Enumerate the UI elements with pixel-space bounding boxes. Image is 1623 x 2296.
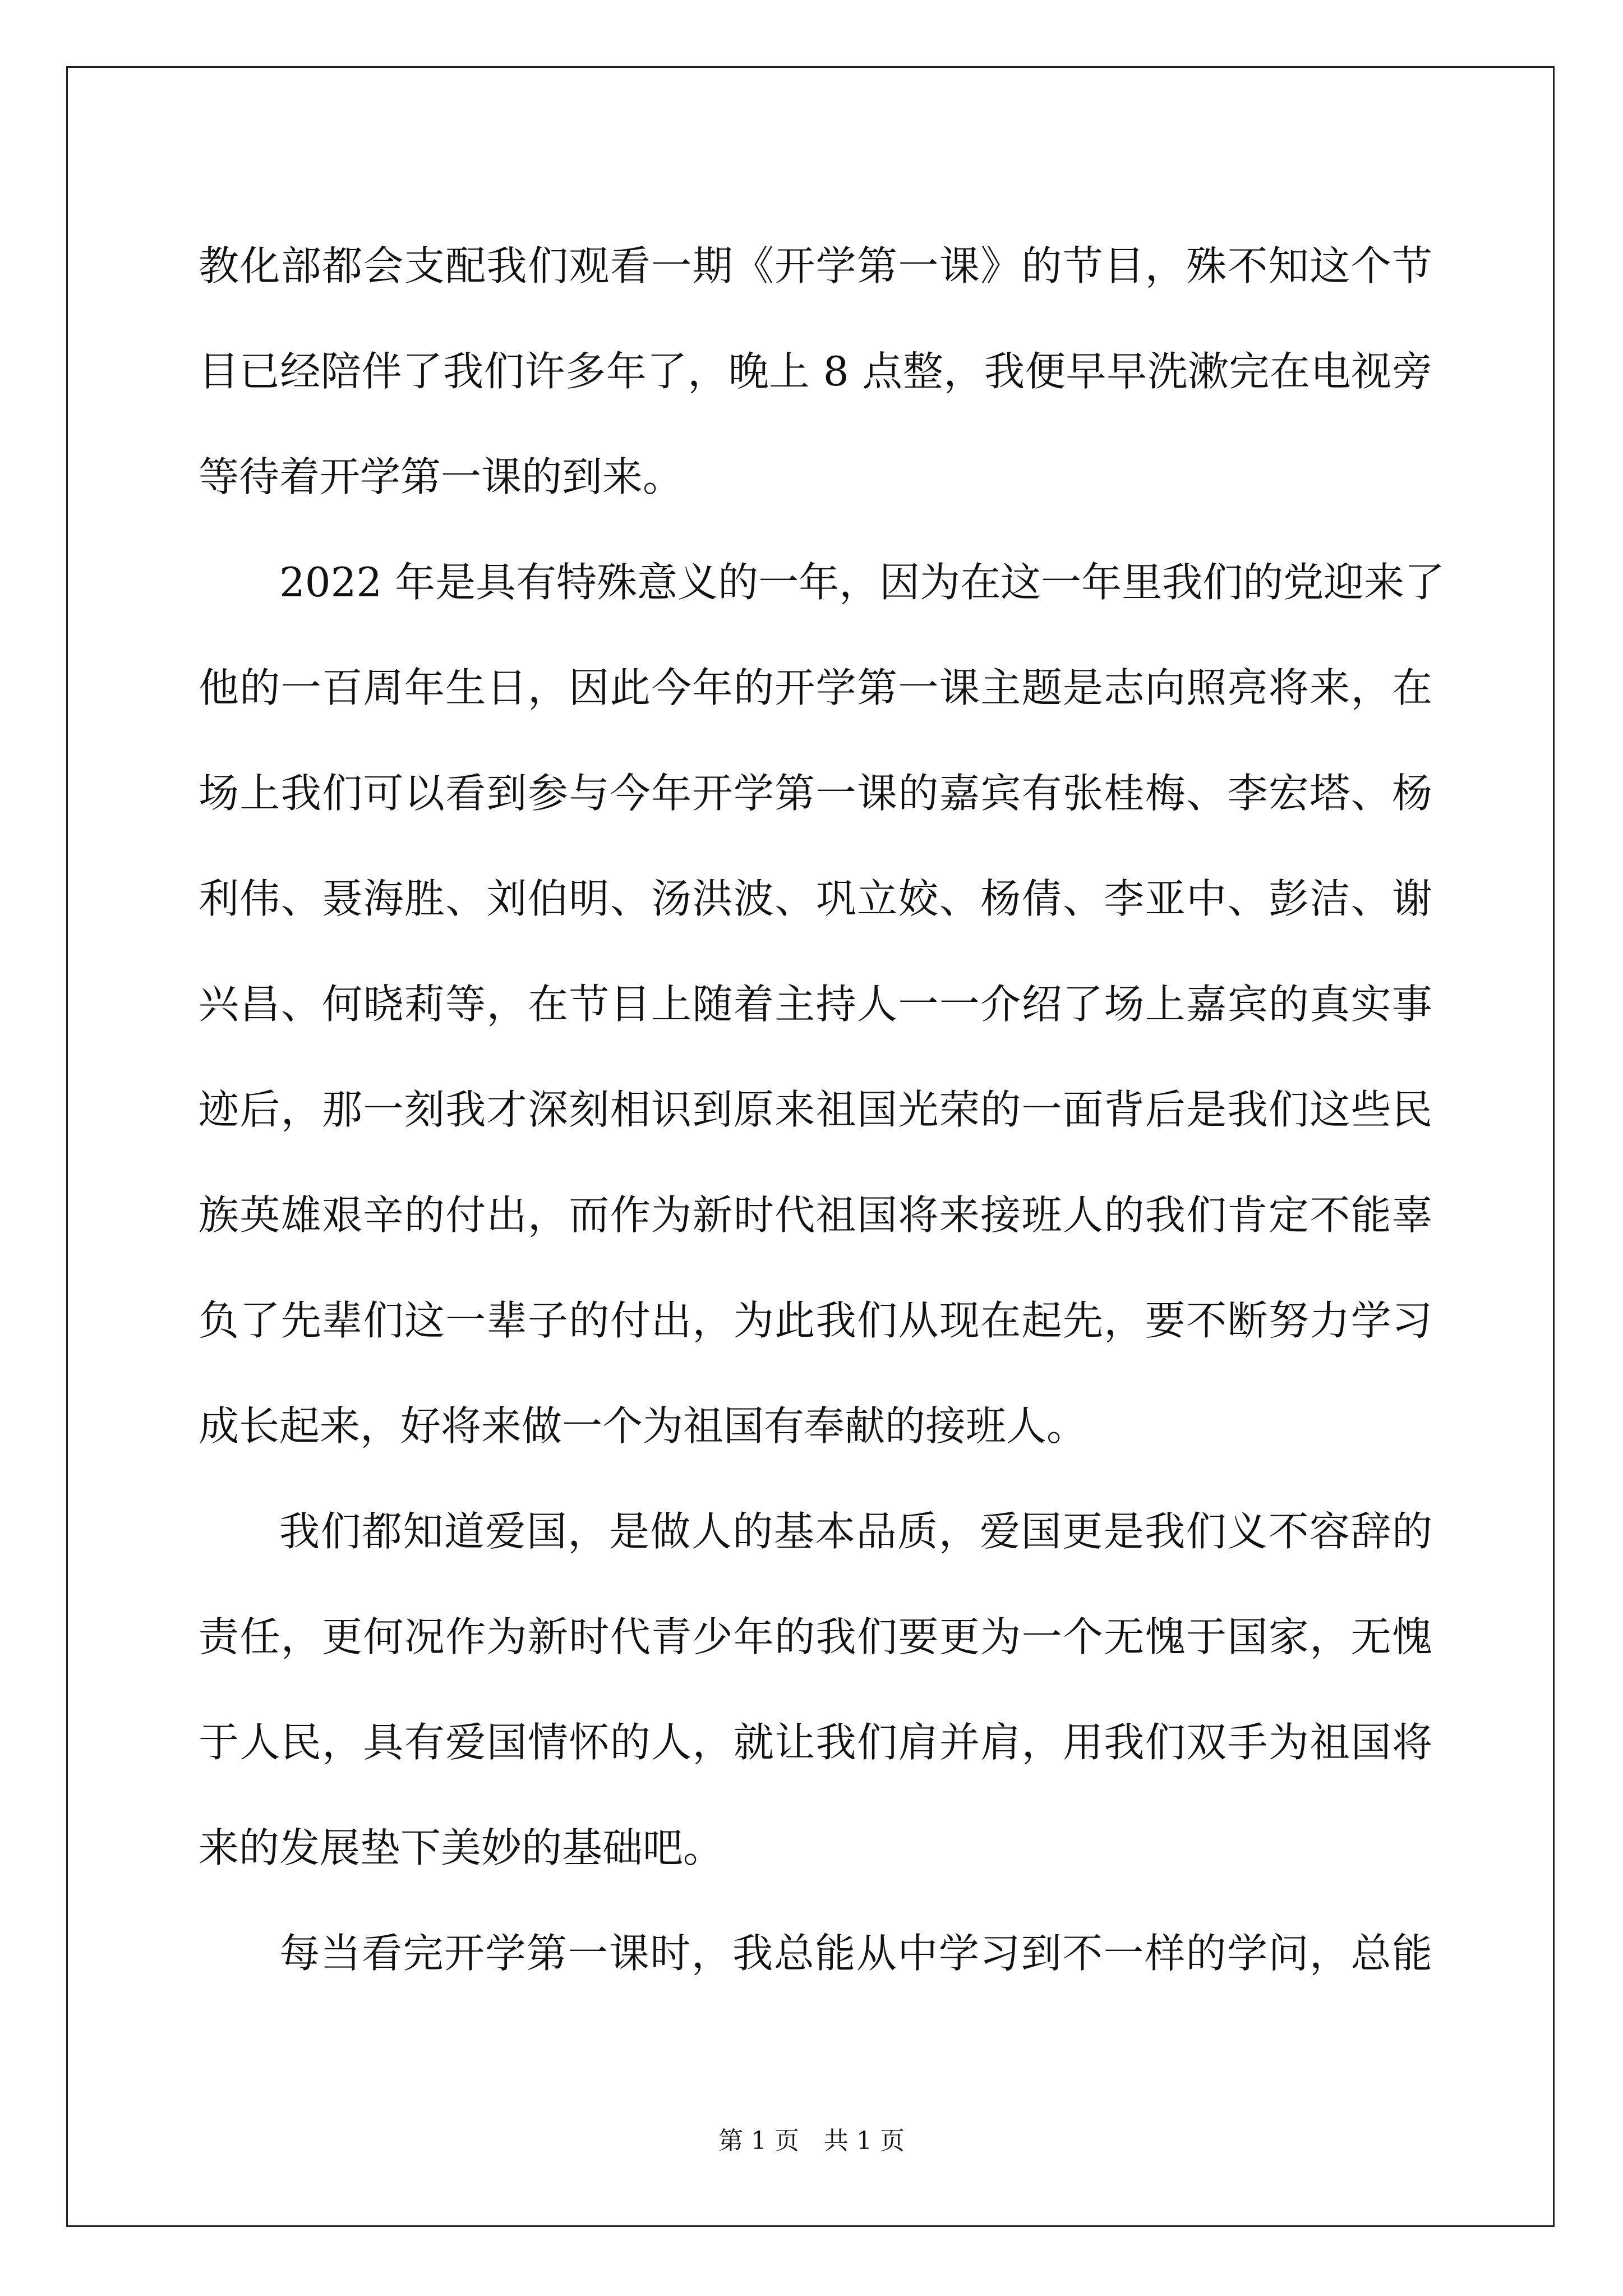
text-line: 成长起来，好将来做一个为祖国有奉献的接班人。: [199, 1402, 1087, 1450]
text-line: 于人民，具有爱国情怀的人，就让我们肩并肩，用我们双手为祖国将: [199, 1719, 1432, 1766]
text-line: 来的发展垫下美妙的基础吧。: [199, 1824, 724, 1871]
text-line: 兴昌、何晓莉等，在节目上随着主持人一一介绍了场上嘉宾的真实事: [199, 981, 1432, 1028]
paragraph-first-line: 我们都知道爱国，是做人的基本品质，爱国更是我们义不容辞的: [279, 1508, 1432, 1555]
text-line: 目已经陪伴了我们许多年了，晚上 8 点整，我便早早洗漱完在电视旁: [199, 348, 1432, 395]
paragraph-first-line: 每当看完开学第一课时，我总能从中学习到不一样的学问，总能: [279, 1930, 1432, 1977]
text-line: 负了先辈们这一辈子的付出，为此我们从现在起先，要不断努力学习: [199, 1297, 1432, 1344]
text-line: 等待着开学第一课的到来。: [199, 453, 684, 500]
text-line: 他的一百周年生日，因此今年的开学第一课主题是志向照亮将来，在: [199, 664, 1432, 711]
paragraph-first-line: 2022 年是具有特殊意义的一年，因为在这一年里我们的党迎来了: [279, 559, 1445, 606]
page-number: 第 1 页 共 1 页: [718, 2127, 905, 2155]
document-body: [199, 213, 1445, 2006]
text-line: 责任，更何况作为新时代青少年的我们要更为一个无愧于国家，无愧: [199, 1613, 1432, 1660]
text-line: 利伟、聂海胜、刘伯明、汤洪波、巩立姣、杨倩、李亚中、彭洁、谢: [199, 875, 1432, 922]
text-line: 族英雄艰辛的付出，而作为新时代祖国将来接班人的我们肯定不能辜: [199, 1191, 1432, 1239]
text-line: 教化部都会支配我们观看一期《开学第一课》的节目，殊不知这个节: [199, 242, 1432, 289]
text-line: 场上我们可以看到参与今年开学第一课的嘉宾有张桂梅、李宏塔、杨: [199, 770, 1432, 817]
text-line: 迹后，那一刻我才深刻相识到原来祖国光荣的一面背后是我们这些民: [199, 1086, 1432, 1133]
